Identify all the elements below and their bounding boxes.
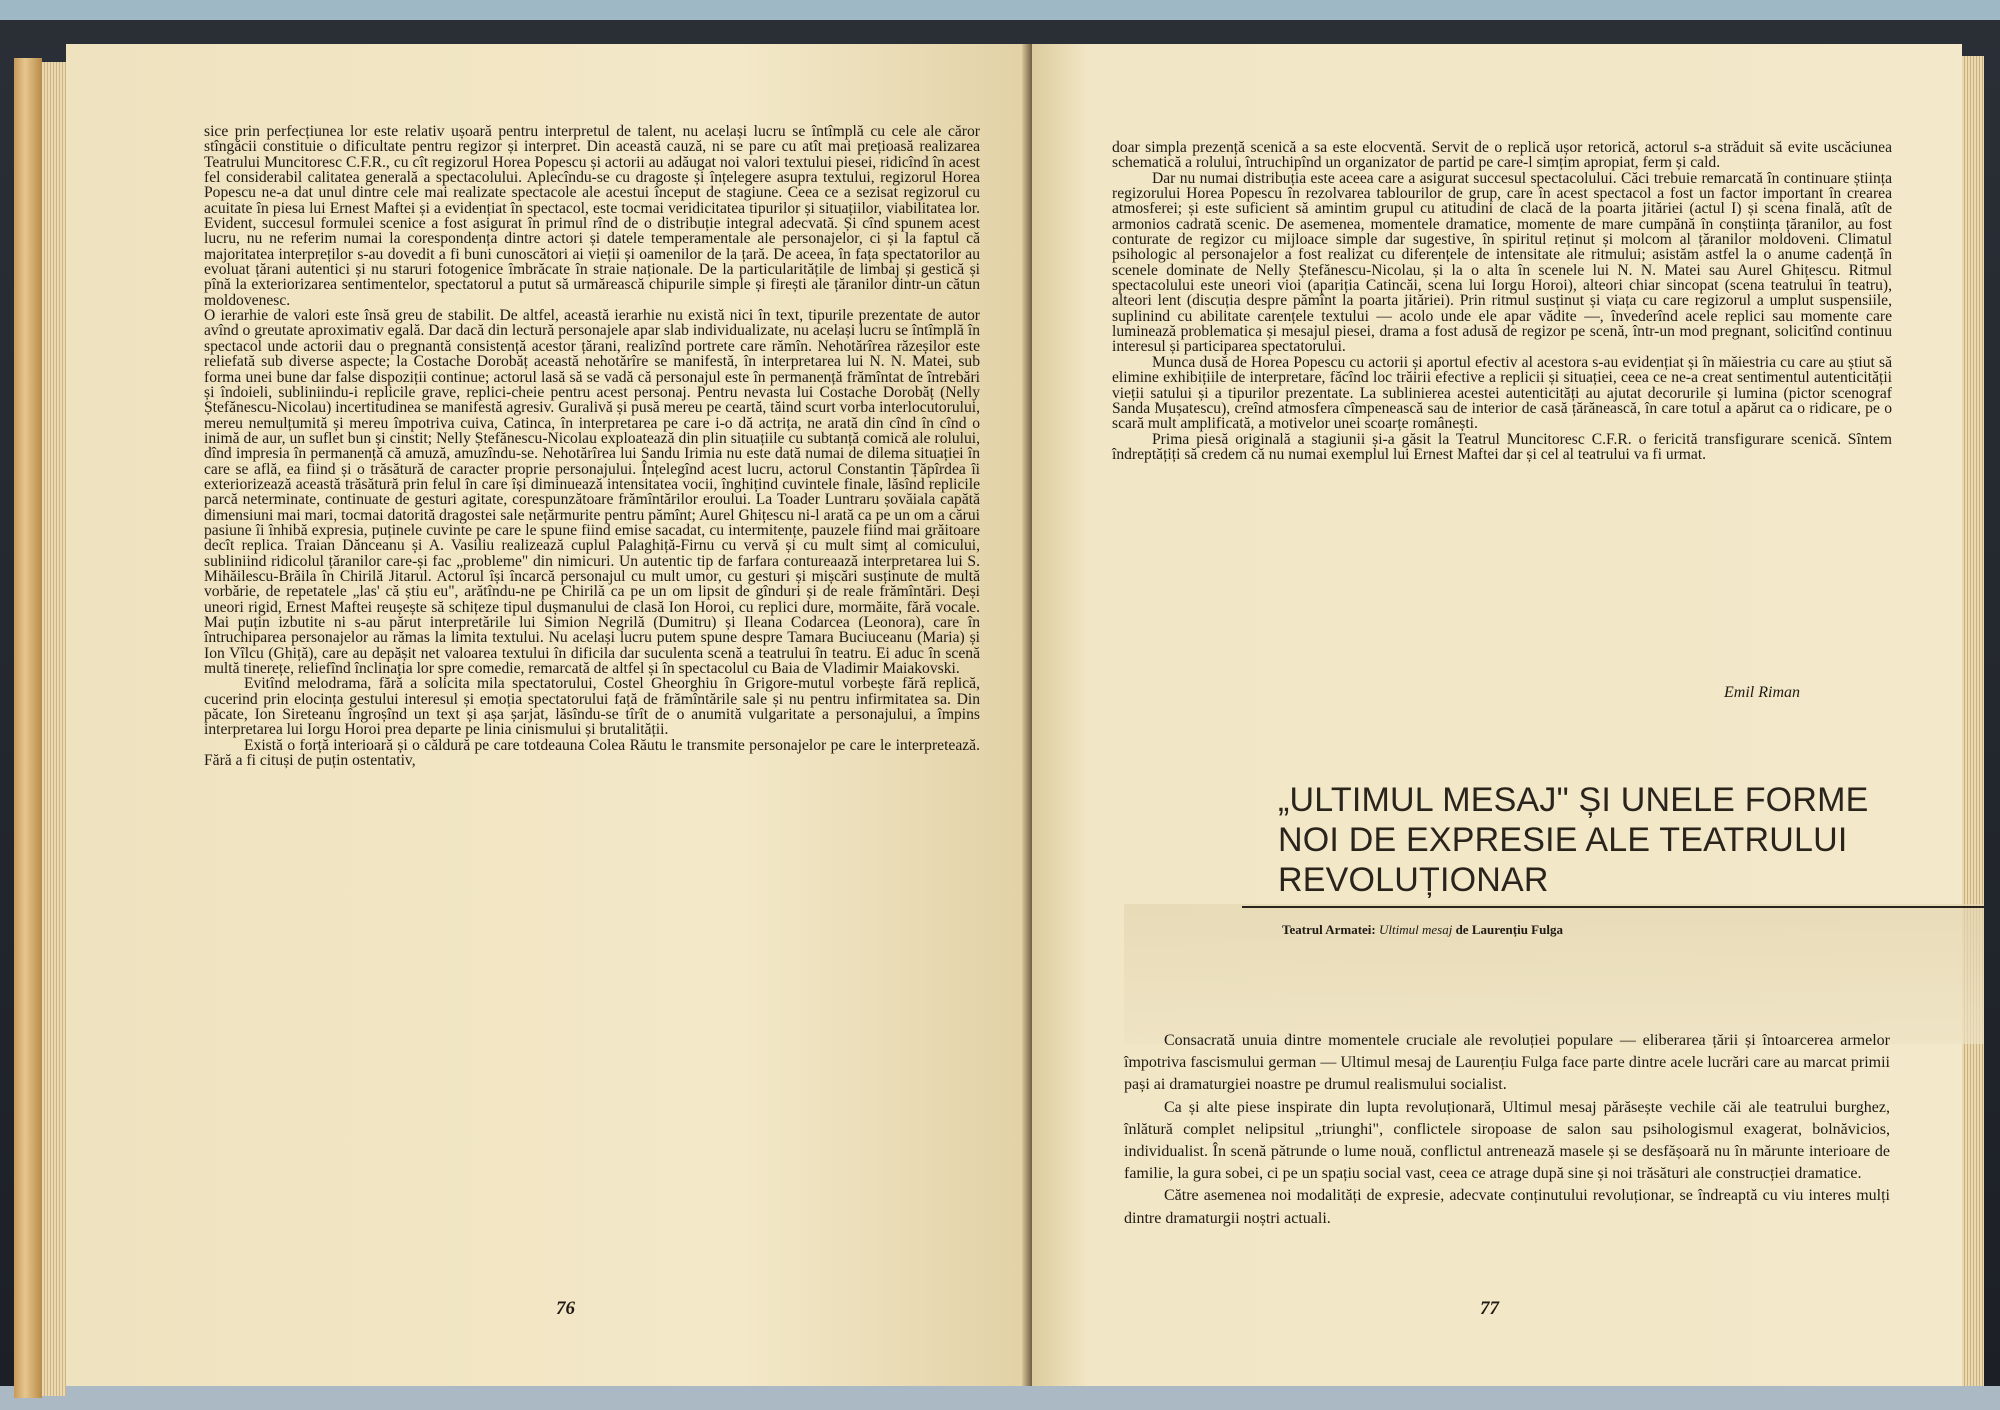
left-paragraph-4: Există o forță interioară și o căldură pe care totdeauna Colea Răutu le transmite personajelor pe care le interpretează. Fără a fi cituși de puțin ostentativ, [204,736,980,770]
right-paragraph-1: doar simpla prezență scenică a sa este elocventă. Servit de o replică ușor retorică, actorul s-a străduit să evite uscăciunea schematică a rolului, întruchipînd un organizator de partid pe care-l simțim apropiat, ferm și cald. [1112,139,1892,172]
article-byline [1282,922,1563,938]
byline-author: de Laurențiu Fulga [1455,922,1563,937]
page-stack-right [1962,56,1984,1386]
page-number-right: 77 [1480,1298,1499,1319]
headline-rule [1242,906,1986,908]
page-stack-left [42,62,66,1396]
right-paragraph-2: Dar nu numai distribuția este aceea care a asigurat succesul spectacolului. Căci trebuie remarcată în continuare știința regizorului Horea Popescu în rezolvarea tablourilor de grup, care în acest spectacol a fost un factor important în crearea atmosferei; și este suficient să amintim grupul cu atitudini de clacă de la poarta jităriei (actul I) și scena finală, atît de armonios cadrată scenic. De asemenea, momentele dramatice, momente de mare cumpănă în conștiința țăranilor, au fost conturate de regizor cu mijloace simple dar sugestive, în spiritul reținut și molcom al țăranilor moldoveni. Climatul psihologic al personajelor a fost realizat cu diferențele de intensitate ale ritmului; asistăm astfel la o anume cadență în scenele dominate de Nelly Ștefănescu-Nicolau, și la o alta în scenele lui N. N. Matei sau Aurel Ghițescu. Ritmul spectacolului este uneori vioi (apariția Catincăi, scena lui Iorgu Horoi), alteori chiar sincopat (scena teatrului în teatru), alteori lent (discuția despre pămînt la poarta jităriei). Prin ritmul susținut și viața cu care regizorul a umplut suspensiile, suplinind cu abilitate carențele textului — acolo unde ele apar vădite —, învederînd acele replici sau momente care luminează problematica și mesajul piesei, drama a fost adusă de regizor pe scenă, într-un mod pregnant, solicitînd continuu interesul și participarea spectatorului. [1112,169,1892,356]
left-page-text-column [204,124,980,768]
article-paragraph-3: Către asemenea noi modalități de expresie, adecvate conținutului revoluționar, se îndreaptă cu viu interes mulți dintre dramaturgii noștri actuali. [1124,1187,1890,1227]
background-surface [0,1386,2000,1410]
right-paragraph-4: Prima piesă originală a stagiunii și-a găsit la Teatrul Muncitoresc C.F.R. o fericită transfigurare scenică. Sîntem îndreptățiți să credem că nu numai exemplul lui Ernest Maftei dar și cel al teatrului va fi urmat. [1112,430,1892,463]
article-paragraph-1: Consacrată unuia dintre momentele cruciale ale revoluției populare — eliberarea țării și întoarcerea armelor împotriva fascismului german — Ultimul mesaj de Laurențiu Fulga face parte dintre acele lucrări care au marcat primii pași ai dramaturgiei noastre pe drumul realismului socialist. [1124,1032,1890,1094]
article-paragraph-2: Ca și alte piese inspirate din lupta revoluționară, Ultimul mesaj părăsește vechile căi ale teatrului burghez, înlătură complet nelipsitul „triunghi", conflictele siropoase de salon sau psihologismul exagerat, bolnăvicios, individualist. În scenă pătrunde o lume nouă, conflictul antrenează masele și se desfășoară nu în mărunte interioare de familie, la gura sobei, ci pe un spațiu social vast, ceea ce atrage după sine și noi trăsături ale construcției dramatice. [1124,1098,1890,1183]
right-page-text-column [1112,140,1892,462]
left-paragraph-2: O ierarhie de valori este însă greu de stabilit. De altfel, această ierarhie nu există nici în text, tipurile prezentate de autor avînd o greutate aproximativ egală. Dar dacă din lectură personajele apar slab individualizate, nu același lucru se întîmplă în spectacol unde actorii dau o pregnantă consistență acestor țărani, realizînd portrete care rămîn. Nehotărîrea răzeșilor este reliefată sub diverse aspecte; la Costache Dorobăț această nehotărîre se manifestă, în interpretarea lui N. N. Matei, sub forma unei bune dar false dispoziții continue; actorul lasă să se vadă că personajul este în permanență frămîntat de întrebări și îndoieli, subliniindu-i replicile grave, replici-cheie pentru acest personaj. Pentru nevasta lui Costache Dorobăț (Nelly Ștefănescu-Nicolau) incertitudinea se manifestă agresiv. Guralivă și pusă mereu pe ceartă, tăind scurt vorba interlocutorului, mereu nemulțumită și mereu împotriva cuiva, Catinca, în interpretarea pe care i-o dă actrița, ne arată din cînd în cînd o inimă de aur, un suflet bun și cinstit; Nelly Ștefănescu-Nicolau exploatează din plin situațiile cu subtanță comică ale rolului, dînd impresia în permanență că amuză, amuzîndu-se. Nehotărîrea lui Sandu Irimia nu este dată numai de dilema situației în care se află, ea fiind și o trăsătură de caracter proprie personajului. Înțelegînd acest lucru, actorul Constantin Țăpîrdea îi exteriorizează această trăsătură prin felul în care își diminuează intensitatea vocii, înghițind cuvintele finale, lăsînd replicile parcă neterminate, continuate de gesturi agitate, corespunzătoare frămîntărilor eroului. La Toader Luntraru șovăiala capătă dimensiuni mai mari, tocmai datorită dragostei sale nețărmurite pentru pămînt; Aurel Ghițescu ni-l arată ca pe un om a cărui pasiune îi înhibă expresia, puținele cuvinte pe care le spune fiind emise sacadat, cu intermitențe, pauzele fiind mai grăitoare decît replica. Traian Dănceanu și A. Vasiliu realizează cuplul Palaghiță-Firnu cu vervă și cu mult simț al comicului, subliniind ridicolul țăranilor care-și fac „probleme" din nimicuri. Un autentic tip de farfara contureaază interpretarea lui S. Mihăilescu-Brăila în Chirilă Jitarul. Actorul își încarcă personajul cu mult umor, cu gesturi și mișcări susținute de multă vorbărie, de repetatele „las' că știu eu", arătîndu-ne pe Chirilă ca pe un om lipsit de gînduri și de reale frămîntări. Deși uneori rigid, Ernest Maftei reușește să schițeze tipul dușmanului de clasă Ion Horoi, cu replici dure, mormăite, fără vocale. Mai puțin izbutite ni s-au părut interpretările lui Simion Negrilă (Dumitru) și Ileana Codarcea (Leonora), care în întruchiparea personajelor au rămas la limita textului. Nu același lucru putem spune despre Tamara Buciuceanu (Maria) și Ion Vîlcu (Ghiță), care au depășit net valoarea textului în dificila dar suculenta scenă a teatrului în teatru. Ei aduc în scenă multă tinerețe, reliefînd înclinația lor spre comedie, remarcată de altfel și în spectacolul cu Baia de Vladimir Maiakovski. [204,307,980,678]
byline-theatre: Teatrul Armatei: [1282,922,1376,937]
left-page [66,44,1030,1386]
right-paragraph-3: Munca dusă de Horea Popescu cu actorii și aportul efectiv al acestora s-au evidențiat și în măiestria cu care au știut să elimine exhibițiile de interpretare, făcînd loc trăirii efective a replicii și situației, ceea ce ne-a creat sentimentul autenticității vieții satului și a tipurilor prezentate. La sublinierea acestei autenticități au ajutat decorurile și lumina (pictor scenograf Sanda Mușatescu), creînd atmosfera cîmpenească sau de interior de casă țărănească, în care totul a apărut ca o ridicare, pe o scară mult amplificată, a motivelor unei scoarțe românești. [1112,353,1892,433]
page-number-left: 76 [556,1298,575,1319]
article-body [1124,1030,1890,1230]
author-signature: Emil Riman [1724,684,1800,701]
byline-play-title: Ultimul mesaj [1379,922,1453,937]
left-paragraph-3: Evitînd melodrama, fără a solicita mila spectatorului, Costel Gheorghiu în Grigore-mutul vorbește fără replică, cucerind prin elocința gestului interesul și emoția spectatorului față de frămîntările sale și nu pentru infirmitatea sa. Din păcate, Ion Sireteanu îngroșînd un text și așa șarjat, lăsîndu-se tîrît de o anumită vulgaritate a personajului, a împins interpretarea lui Iorgu Horoi prea departe pe linia cinismului și brutalității. [204,675,980,739]
left-paragraph-1: sice prin perfecțiunea lor este relativ ușoară pentru interpretul de talent, nu același lucru se întîmplă cu cele ale căror stîngăcii constituie o dificultate pentru regizor și interpret. Din această cauză, ni se pare cu atît mai prețioasă realizarea Teatrului Muncitoresc C.F.R., cu cît regizorul Horea Popescu și actorii au adăugat noi valori textului piesei, ridicînd în acest fel considerabil calitatea generală a spectacolului. Aplecîndu-se cu dragoste și înțelegere asupra textului, regizorul Horea Popescu ne-a dat unul dintre cele mai realizate spectacole ale acestui început de stagiune. Ceea ce a sezisat regizorul cu acuitate în piesa lui Ernest Maftei și a evidențiat în spectacol, este tocmai veridicitatea tipurilor și situațiilor, viabilitatea lor. Evident, succesul formulei scenice a fost asigurat în primul rînd de o distribuție integral adecvată. Și cînd spunem acest lucru, nu ne referim numai la corespondența dintre actori și datele temperamentale ale personajelor, ci și la faptul că majoritatea interpreților s-au dovedit a fi buni cunoscători ai vieții și oamenilor de la țară. De aceea, în fața spectatorilor au evoluat țărani autentici și nu staruri fotogenice îmbrăcate în straie naționale. De la particularitățile de limbaj și gestică și pînă la exteriorizarea sentimentelor, spectatorul a putut să urmărească chipurile simple și firești ale țăranilor dintr-un cătun moldovenesc. [204,123,980,309]
article-headline: „ULTIMUL MESAJ" ȘI UNELE FORME NOI DE EXPRESIE ALE TEATRULUI REVOLUȚIONAR [1278,781,1869,899]
right-page [1032,44,1962,1386]
book-spine-edge [14,58,42,1398]
